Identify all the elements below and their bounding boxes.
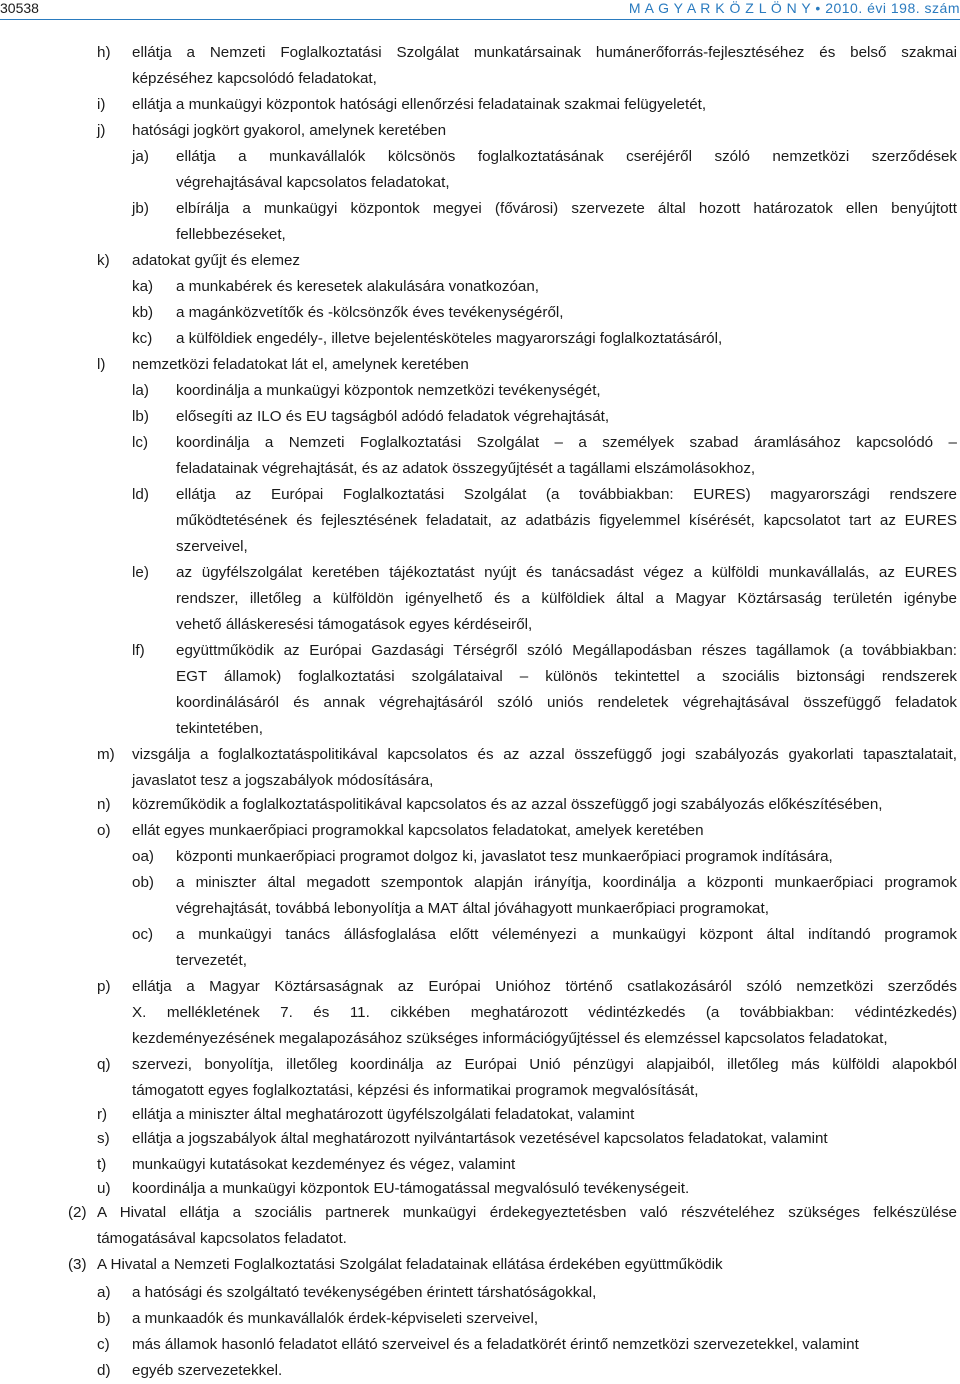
document-line bbox=[0, 664, 960, 690]
document-line bbox=[0, 508, 960, 534]
document-line bbox=[0, 482, 960, 508]
item-text: ellátja a Magyar Köztársaságnak az Európai Unióhoz történő csatlakozásáról szóló nemzetközi szerződés bbox=[132, 978, 957, 995]
document-line bbox=[0, 560, 960, 586]
item-label: ja) bbox=[132, 148, 149, 165]
item-text: az ügyfélszolgálat keretében tájékoztatást nyújt és tanácsadást végez a külföldi munkavállalás, az EURES bbox=[176, 564, 957, 581]
document-line bbox=[0, 974, 960, 1000]
document-line bbox=[0, 352, 960, 378]
document-line bbox=[0, 1252, 960, 1278]
item-text: kezdeményezésének megalapozásához szükséges információgyűjtéssel és elemzéssel kapcsolatos feladatokat, bbox=[132, 1030, 888, 1047]
item-text: adatokat gyűjt és elemez bbox=[132, 252, 301, 269]
document-line bbox=[0, 66, 960, 92]
document-line bbox=[0, 92, 960, 118]
document-line bbox=[0, 818, 960, 844]
item-label: j) bbox=[97, 122, 106, 139]
item-text: a külföldiek engedély-, illetve bejelentésköteles magyarországi foglalkoztatásáról, bbox=[176, 330, 723, 347]
document-line bbox=[0, 40, 960, 66]
item-label: oc) bbox=[132, 926, 154, 943]
document-line bbox=[0, 922, 960, 948]
item-text: együttműködik az Európai Gazdasági Térségről szóló Megállapodásban részes tagállamok (a továbbiakban: bbox=[176, 642, 957, 659]
document-line bbox=[0, 404, 960, 430]
item-text: EGT államok) foglalkoztatási szolgálataival – különös tekintettel a szociális biztonsági rendszerek bbox=[176, 668, 957, 685]
item-text: közreműködik a foglalkoztatáspolitikával kapcsolatos és az azzal összefüggő jogi szabályozás előkészítésében, bbox=[132, 796, 883, 813]
document-line bbox=[0, 1000, 960, 1026]
document-line bbox=[0, 1280, 960, 1306]
item-text: központi munkaerőpiaci programot dolgoz ki, javaslatot tesz munkaerőpiaci programok indítására, bbox=[176, 848, 833, 865]
item-text: a hatósági és szolgáltató tevékenységében érintett társhatóságokkal, bbox=[132, 1284, 597, 1301]
document-line bbox=[0, 170, 960, 196]
item-text: A Hivatal a Nemzeti Foglalkoztatási Szolgálat feladatainak ellátása érdekében együttműködik bbox=[97, 1256, 723, 1273]
document-line bbox=[0, 690, 960, 716]
item-text: ellátja a miniszter által meghatározott ügyfélszolgálati feladatokat, valamint bbox=[132, 1106, 635, 1123]
item-label: i) bbox=[97, 96, 106, 113]
document-line bbox=[0, 430, 960, 456]
item-text: szervezi, bonyolítja, illetőleg koordinálja az Európai Unió pénzügyi alapjaiból, illetőleg más külföldi alapokból bbox=[132, 1056, 957, 1073]
item-text: fellebbezéseket, bbox=[176, 226, 286, 243]
item-label: jb) bbox=[132, 200, 149, 217]
document-line bbox=[0, 378, 960, 404]
document-line bbox=[0, 1332, 960, 1358]
document-line bbox=[0, 144, 960, 170]
document-line bbox=[0, 222, 960, 248]
item-label: ob) bbox=[132, 874, 154, 891]
item-text: tekintetében, bbox=[176, 720, 263, 737]
document-line bbox=[0, 1358, 960, 1384]
item-label: m) bbox=[97, 746, 115, 763]
item-text: működtetésének és fejlesztésének feladatait, az adatbázis figyelemmel kísérését, kapcsolatot tart az EURES bbox=[176, 512, 957, 529]
document-line bbox=[0, 948, 960, 974]
item-text: ellátja az Európai Foglalkoztatási Szolgálat (a továbbiakban: EURES) magyarországi rendszere bbox=[176, 486, 957, 503]
document-line bbox=[0, 638, 960, 664]
document-line bbox=[0, 300, 960, 326]
header-rule bbox=[0, 19, 960, 20]
document-line bbox=[0, 534, 960, 560]
document-line bbox=[0, 1226, 960, 1252]
document-line bbox=[0, 274, 960, 300]
item-text: vizsgálja a foglalkoztatáspolitikával kapcsolatos és az azzal összefüggő jogi szabályozás gyakorlati tapasztalatait, bbox=[132, 746, 957, 763]
document-line bbox=[0, 870, 960, 896]
document-line bbox=[0, 1102, 960, 1128]
item-text: ellátja a munkavállalók kölcsönös foglalkoztatásának cseréjéről szóló nemzetközi szerződések bbox=[176, 148, 957, 165]
item-label: b) bbox=[97, 1310, 111, 1327]
document-line bbox=[0, 1176, 960, 1202]
item-text: ellátja a jogszabályok által meghatározott nyilvántartások vezetésével kapcsolatos feladatokat, valamint bbox=[132, 1130, 828, 1147]
document-line bbox=[0, 196, 960, 222]
item-label: lb) bbox=[132, 408, 149, 425]
document-line bbox=[0, 248, 960, 274]
item-label: l) bbox=[97, 356, 106, 373]
document-line bbox=[0, 768, 960, 794]
item-label: q) bbox=[97, 1056, 111, 1073]
document-line bbox=[0, 742, 960, 768]
item-label: o) bbox=[97, 822, 111, 839]
item-label: le) bbox=[132, 564, 149, 581]
item-text: a munkaadók és munkavállalók érdek-képviseleti szerveivel, bbox=[132, 1310, 539, 1327]
item-label: (3) bbox=[68, 1256, 87, 1273]
item-text: javaslatot tesz a jogszabályok módosítására, bbox=[132, 772, 434, 789]
item-text: koordinálja a Nemzeti Foglalkoztatási Szolgálat – a személyek szabad áramlásához kapcsolódó – bbox=[176, 434, 957, 451]
item-text: tervezetét, bbox=[176, 952, 247, 969]
item-label: c) bbox=[97, 1336, 110, 1353]
document-line bbox=[0, 716, 960, 742]
item-text: koordinálja a munkaügyi központok nemzetközi tevékenységét, bbox=[176, 382, 601, 399]
item-label: kb) bbox=[132, 304, 154, 321]
item-label: s) bbox=[97, 1130, 110, 1147]
document-line bbox=[0, 456, 960, 482]
document-line bbox=[0, 844, 960, 870]
item-text: koordinálásáról és annak végrehajtásáról szóló uniós rendeletek végrehajtásával összefüggő feladatok bbox=[176, 694, 957, 711]
item-label: h) bbox=[97, 44, 111, 61]
document-line bbox=[0, 1126, 960, 1152]
document-line bbox=[0, 586, 960, 612]
item-text: rendszer, illetőleg a külföldön igényelhető és a külföldiek által a Magyar Köztársaság területén igénybe bbox=[176, 590, 957, 607]
item-text: koordinálja a munkaügyi központok EU-támogatással megvalósuló tevékenységeit. bbox=[132, 1180, 690, 1197]
item-text: végrehajtását, továbbá lebonyolítja a MAT által jóváhagyott munkaerőpiaci programokat, bbox=[176, 900, 769, 917]
item-text: ellátja a munkaügyi központok hatósági ellenőrzési feladatainak szakmai felügyeletét, bbox=[132, 96, 707, 113]
item-text: nemzetközi feladatokat lát el, amelynek keretében bbox=[132, 356, 469, 373]
document-line bbox=[0, 1078, 960, 1104]
document-line bbox=[0, 896, 960, 922]
document-line bbox=[0, 1152, 960, 1178]
item-text: a munkaügyi tanács állásfoglalása előtt véleményezi a munkaügyi központ által indítandó programok bbox=[176, 926, 957, 943]
item-text: elbírálja a munkaügyi központok megyei (fővárosi) szervezete által hozott határozatok ellen benyújtott bbox=[176, 200, 957, 217]
item-label: ld) bbox=[132, 486, 149, 503]
item-text: képzéséhez kapcsolódó feladatokat, bbox=[132, 70, 377, 87]
document-line bbox=[0, 326, 960, 352]
item-label: t) bbox=[97, 1156, 107, 1173]
item-label: n) bbox=[97, 796, 111, 813]
document-line bbox=[0, 118, 960, 144]
item-text: támogatott egyes foglalkoztatási, képzési és informatikai programok megvalósítását, bbox=[132, 1082, 699, 1099]
item-label: k) bbox=[97, 252, 110, 269]
item-text: vehető álláskeresési támogatások egyes kérdéseiről, bbox=[176, 616, 533, 633]
item-label: oa) bbox=[132, 848, 154, 865]
document-line bbox=[0, 792, 960, 818]
document-line bbox=[0, 1306, 960, 1332]
item-text: ellát egyes munkaerőpiaci programokkal kapcsolatos feladatokat, amelyek keretében bbox=[132, 822, 704, 839]
item-text: hatósági jogkört gyakorol, amelynek keretében bbox=[132, 122, 447, 139]
document-line bbox=[0, 1026, 960, 1052]
item-text: elősegíti az ILO és EU tagságból adódó feladatok végrehajtását, bbox=[176, 408, 610, 425]
item-text: munkaügyi kutatásokat kezdeményez és végez, valamint bbox=[132, 1156, 516, 1173]
item-text: a magánközvetítők és -kölcsönzők éves tevékenységéről, bbox=[176, 304, 564, 321]
item-text: X. mellékletének 7. és 11. cikkében meghatározott védintézkedés (a továbbiakban: védintézkedés) bbox=[132, 1004, 957, 1021]
item-label: la) bbox=[132, 382, 149, 399]
item-label: (2) bbox=[68, 1204, 87, 1221]
item-label: u) bbox=[97, 1180, 111, 1197]
document-line bbox=[0, 1052, 960, 1078]
item-text: végrehajtásával kapcsolatos feladatokat, bbox=[176, 174, 450, 191]
item-text: szerveivel, bbox=[176, 538, 248, 555]
item-text: egyéb szervezetekkel. bbox=[132, 1362, 283, 1379]
item-text: támogatásával kapcsolatos feladatot. bbox=[97, 1230, 347, 1247]
item-label: r) bbox=[97, 1106, 108, 1123]
item-label: p) bbox=[97, 978, 111, 995]
item-label: d) bbox=[97, 1362, 111, 1379]
item-text: ellátja a Nemzeti Foglalkoztatási Szolgálat munkatársainak humánerőforrás-fejlesztéséhez és belső szakmai bbox=[132, 44, 957, 61]
journal-title: M A G Y A R K Ö Z L Ö N Y • 2010. évi 198. szám bbox=[628, 0, 960, 16]
item-text: más államok hasonló feladatot ellátó szerveivel és a feladatkörét érintő nemzetközi szervezetekkel, valamint bbox=[132, 1336, 859, 1353]
page-number: 30538 bbox=[0, 0, 39, 16]
document-line bbox=[0, 1200, 960, 1226]
item-text: A Hivatal ellátja a szociális partnerek munkaügyi érdekegyeztetésben való részvételéhez szükséges felkészülése bbox=[97, 1204, 957, 1221]
item-text: a munkabérek és keresetek alakulására vonatkozóan, bbox=[176, 278, 540, 295]
item-text: a miniszter által megadott szempontok alapján irányítja, koordinálja a központi munkaerőpiaci programok bbox=[176, 874, 957, 891]
item-label: a) bbox=[97, 1284, 111, 1301]
page-header bbox=[0, 0, 960, 16]
item-label: lc) bbox=[132, 434, 149, 451]
item-label: kc) bbox=[132, 330, 153, 347]
document-line bbox=[0, 612, 960, 638]
item-text: feladatainak végrehajtását, és az adatok összegyűjtését a tagállami elszámolásokhoz, bbox=[176, 460, 756, 477]
item-label: ka) bbox=[132, 278, 154, 295]
item-label: lf) bbox=[132, 642, 145, 659]
